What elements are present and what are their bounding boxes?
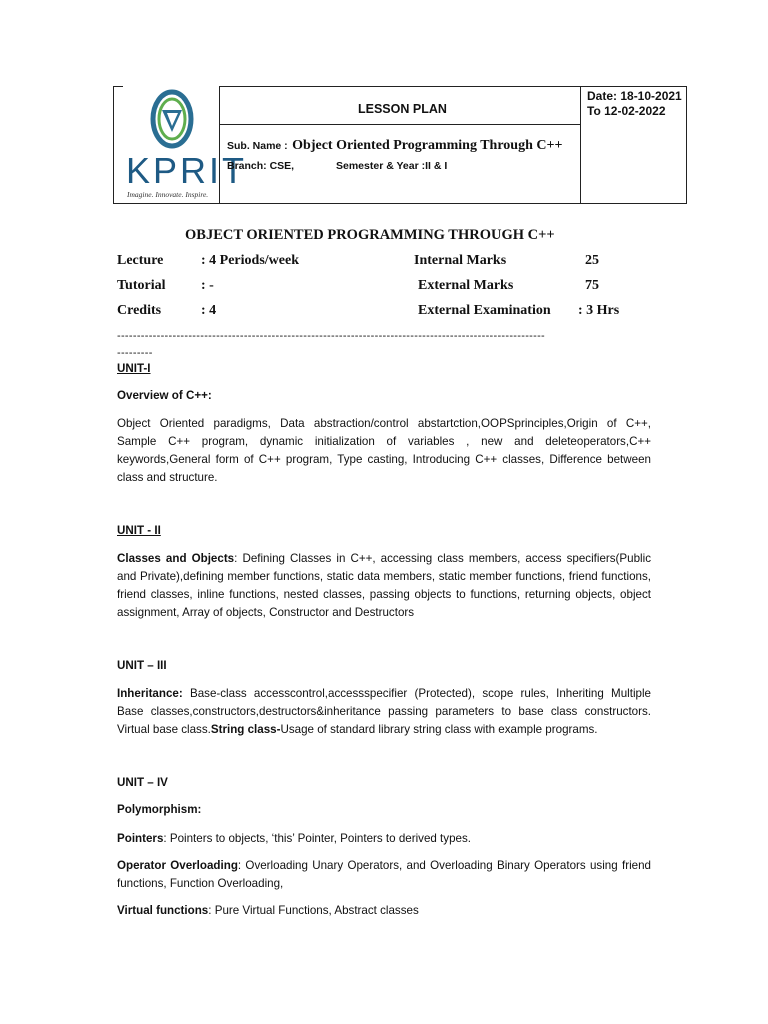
sub-name-label: Sub. Name :	[227, 140, 288, 152]
unit-3-topic-string: String class-	[210, 723, 281, 736]
unit-4-virtual-topic: Virtual functions	[117, 904, 209, 917]
unit-3-topic-inheritance: Inheritance:	[117, 687, 183, 700]
unit-4-pointers-topic: Pointers	[117, 832, 164, 845]
border-top	[219, 86, 687, 87]
unit-4-virtual-text: : Pure Virtual Functions, Abstract classes	[208, 904, 419, 917]
external-value: 75	[585, 278, 599, 293]
date-from: Date: 18-10-2021	[587, 89, 682, 103]
unit-2-paragraph	[117, 550, 651, 622]
semester: Semester & Year :II & I	[336, 160, 448, 172]
unit-1-text: Object Oriented paradigms, Data abstraction/control abstartction,OOPSprinciples,Origin of C++, Sample C++ program, dynamic initialization of variables , new and deleteoperators,C++ keywords,General form of C++ program, Type casting, Introducing C++ classes, Difference between class and structure.	[117, 417, 651, 484]
tutorial-label: Tutorial	[117, 278, 166, 293]
logo-tagline: Imagine. Innovate. Inspire.	[127, 190, 209, 199]
unit-3-text-1: Base-class accesscontrol,accessspecifier (Protected), scope rules, Inheriting Multiple Base classes,constructors,destructors&inheritance passing parameters to base class constructors. Virtual base class.	[117, 687, 651, 736]
branch: Branch: CSE,	[227, 160, 295, 172]
unit-4-operator-overloading	[117, 857, 651, 893]
border-title-bottom	[219, 124, 580, 125]
unit-4-subheading: Polymorphism:	[117, 803, 202, 816]
credits-label: Credits	[117, 303, 162, 318]
border-date-left	[580, 86, 581, 204]
course-title: OBJECT ORIENTED PROGRAMMING THROUGH C++	[185, 227, 555, 243]
credits-value: : 4	[201, 303, 217, 318]
unit-4-heading: UNIT – IV	[117, 776, 168, 789]
unit-2-heading: UNIT - II	[117, 524, 161, 537]
unit-4-pointers-text: : Pointers to objects, ‘this’ Pointer, Pointers to derived types.	[163, 832, 471, 845]
logo-emblem-icon	[149, 88, 195, 150]
lecture-label: Lecture	[117, 253, 164, 268]
logo-text: KPRIT	[126, 150, 248, 191]
exam-value: : 3 Hrs	[578, 303, 620, 318]
unit-2-topic: Classes and Objects	[117, 552, 235, 565]
subject-line	[227, 136, 562, 154]
internal-label: Internal Marks	[414, 253, 507, 268]
internal-value: 25	[585, 253, 599, 268]
sub-name-value: Object Oriented Programming Through C++	[292, 138, 563, 153]
logo	[113, 86, 248, 204]
unit-4-virtual-functions	[117, 902, 651, 920]
exam-label: External Examination	[418, 303, 551, 318]
header-table	[113, 86, 687, 204]
unit-1-subheading: Overview of C++:	[117, 389, 212, 402]
external-label: External Marks	[418, 278, 514, 293]
unit-3-heading: UNIT – III	[117, 659, 167, 672]
unit-3-paragraph	[117, 685, 651, 739]
unit-4-operator-topic: Operator Overloading	[117, 859, 238, 872]
border-right	[686, 86, 687, 204]
unit-2-text: : Defining Classes in C++, accessing class members, access specifiers(Public and Private),defining member functions, static data members, static member functions, friend functions, friend classes, inline functions, nested classes, passing objects to functions, returning objects, object assignment, Array of objects, Constructor and Destructors	[117, 552, 651, 619]
divider-line-1: ------------------------------------------------------------------------------------------------------------	[117, 330, 546, 342]
lecture-value: : 4 Periods/week	[201, 253, 299, 268]
date-to: To 12-02-2022	[587, 104, 666, 118]
lesson-plan-title: LESSON PLAN	[358, 102, 447, 116]
unit-4-pointers	[117, 830, 651, 848]
divider-line-2: ---------	[117, 347, 153, 359]
unit-3-text-2: Usage of standard library string class with example programs.	[280, 723, 598, 736]
unit-4-operator-text: : Overloading Unary Operators, and Overloading Binary Operators using friend functions, Function Overloading,	[117, 859, 651, 890]
tutorial-value: : -	[201, 278, 214, 293]
unit-1-heading: UNIT-I	[117, 362, 151, 375]
